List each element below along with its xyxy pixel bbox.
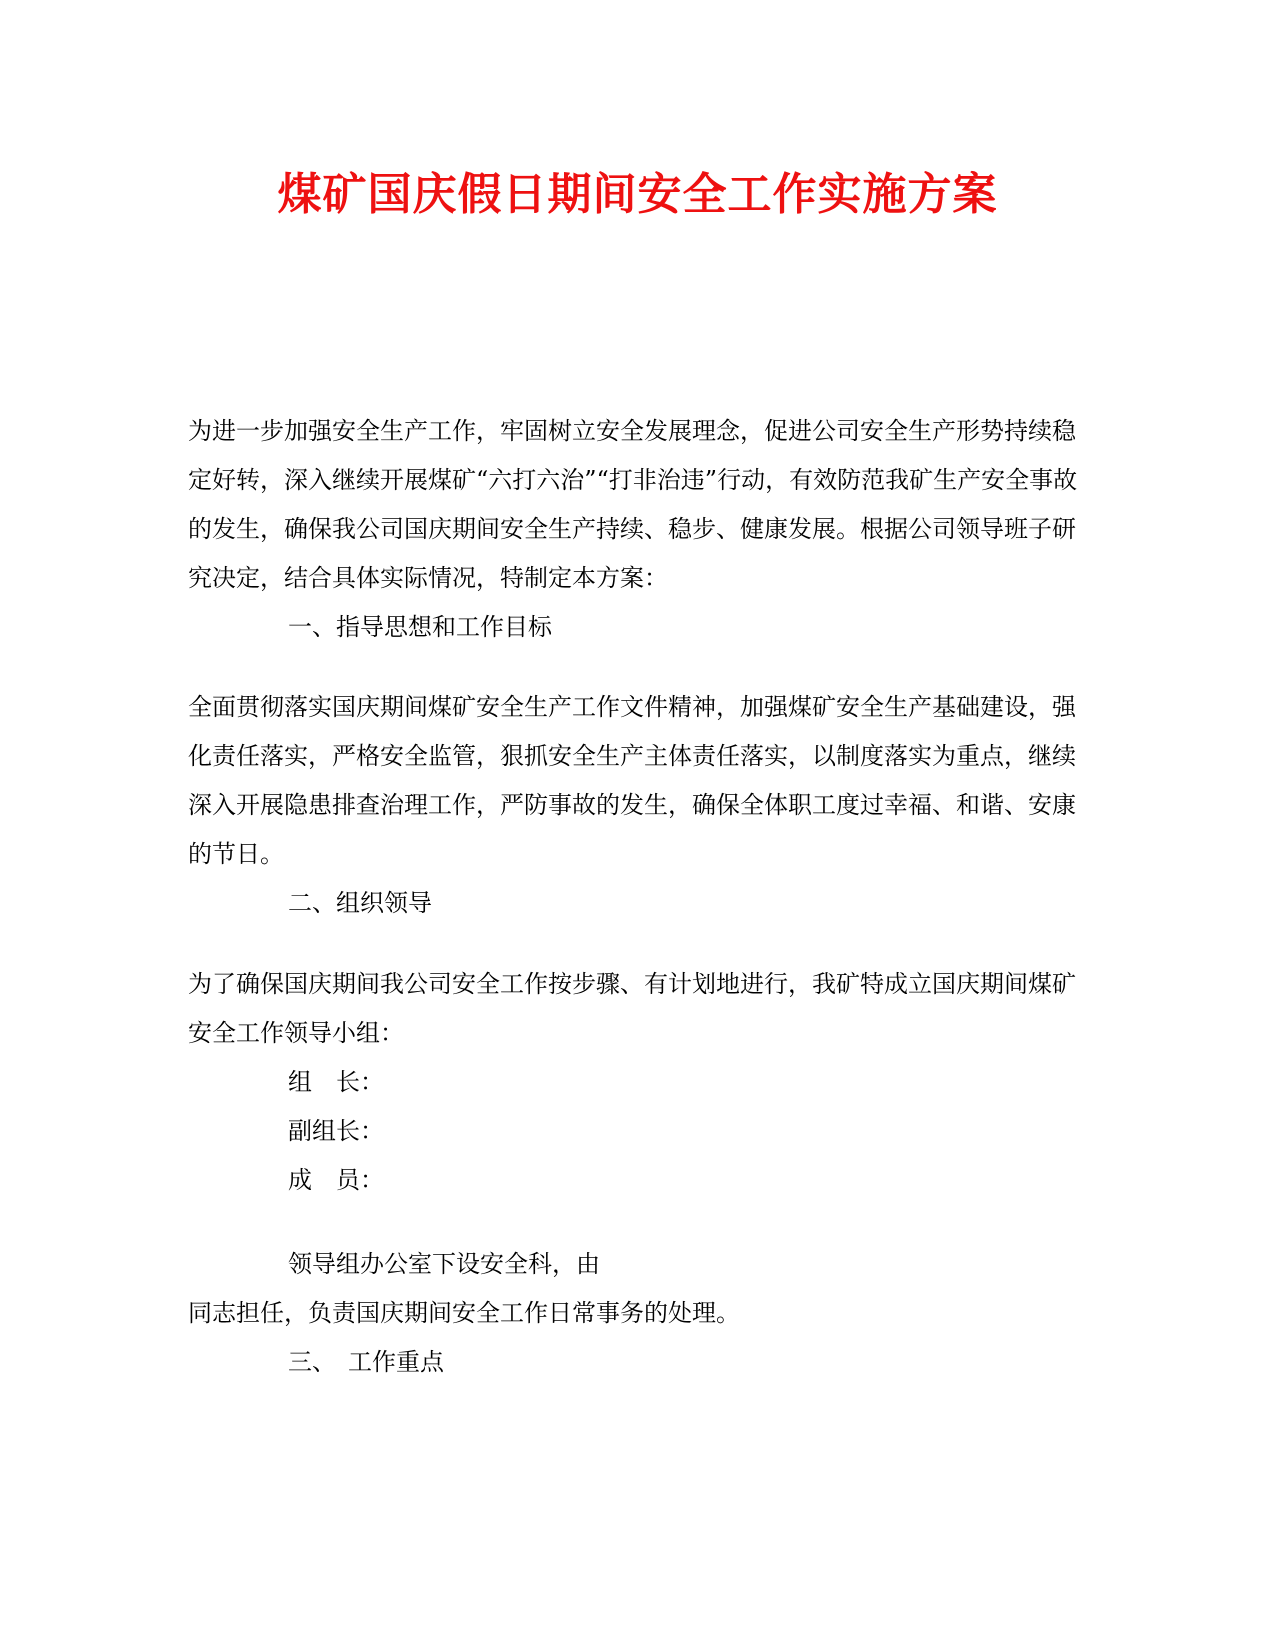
section2	[188, 960, 1094, 1205]
section1-heading: 一、指导思想和工作目标	[288, 613, 552, 641]
leader-line: 组 长：	[288, 1068, 384, 1096]
office-line-1: 领导组办公室下设安全科，由	[288, 1250, 600, 1278]
members-line: 成 员：	[288, 1166, 384, 1194]
section3-heading: 三、 工作重点	[288, 1348, 444, 1376]
office-line-2: 同志担任，负责国庆期间安全工作日常事务的处理。	[188, 1299, 740, 1327]
intro-section	[188, 407, 1094, 652]
deputy-leader-line: 副组长：	[288, 1117, 384, 1145]
section1	[188, 683, 1094, 928]
section1-paragraph: 全面贯彻落实国庆期间煤矿安全生产工作文件精神，加强煤矿安全生产基础建设，强化责任落实，严格安全监管，狠抓安全生产主体责任落实，以制度落实为重点，继续深入开展隐患排查治理工作，严防事故的发生，确保全体职工度过幸福、和谐、安康的节日。	[188, 693, 1076, 868]
page-title: 煤矿国庆假日期间安全工作实施方案	[277, 169, 998, 220]
section2-paragraph: 为了确保国庆期间我公司安全工作按步骤、有计划地进行，我矿特成立国庆期间煤矿安全工作领导小组：	[188, 970, 1076, 1047]
intro-paragraph: 为进一步加强安全生产工作，牢固树立安全发展理念，促进公司安全生产形势持续稳定好转，深入继续开展煤矿“六打六治”“打非治违”行动，有效防范我矿生产安全事故的发生，确保我公司国庆期间安全生产持续、稳步、健康发展。根据公司领导班子研究决定，结合具体实际情况，特制定本方案：	[188, 417, 1078, 592]
office-section	[188, 1240, 1094, 1387]
section2-heading: 二、组织领导	[288, 889, 432, 917]
